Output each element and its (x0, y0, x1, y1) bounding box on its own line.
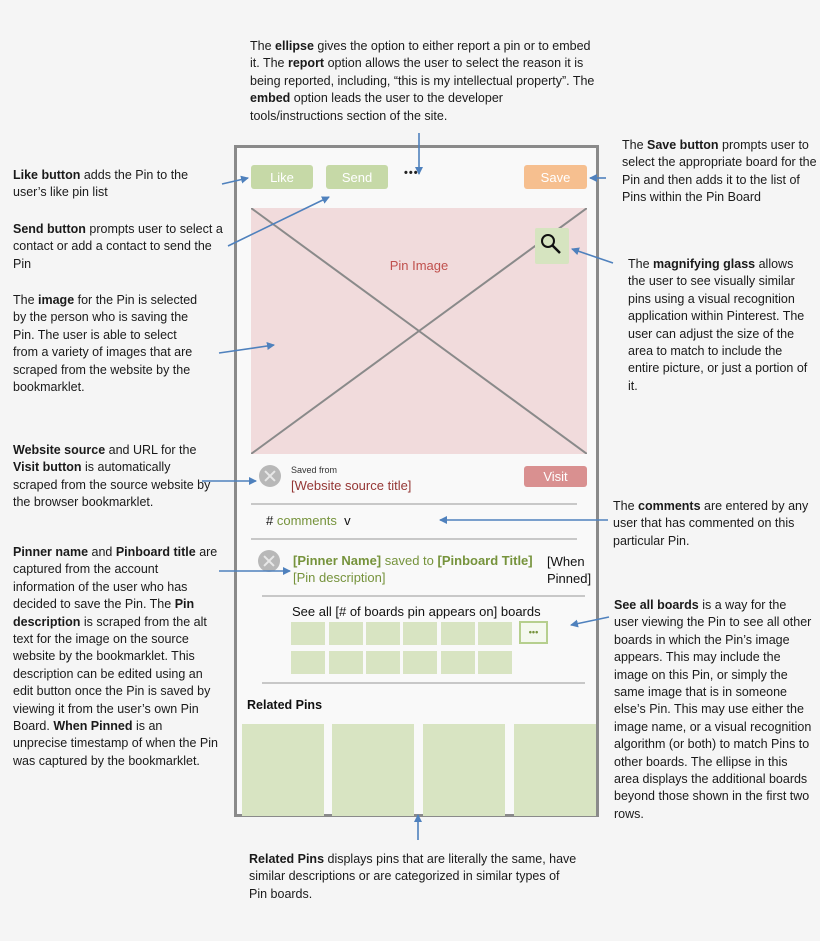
magnifying-glass-button[interactable] (535, 228, 569, 264)
send-term: Send button (13, 222, 86, 236)
comments-text: are entered by any user that has commented on this particular Pin. (613, 499, 809, 548)
related-annotation (249, 851, 579, 903)
send-button-label: Send (341, 169, 373, 185)
save-button[interactable] (524, 165, 587, 189)
save-button-label: Save (540, 169, 571, 185)
magnifier-text: allows the user to see visually similar pins using a visual recognition application within Pinterest. The user can adjust the size of the area to match to include the entire picture, or just a portion of it. (628, 257, 808, 393)
see-all-text: is a way for the user viewing the Pin to see all other boards in which the Pin’s image appears. This may include the image on this Pin, or simply the same image that is in someone else’s Pin. This may use either the image name, or a visual recognition algorithm (or both) to match Pins to other boards. The ellipse in this area displays the additional boards beyond those shown in the first two rows. (614, 598, 812, 821)
board-thumbnail[interactable] (441, 651, 475, 674)
save-annotation (622, 137, 817, 207)
divider-2 (251, 538, 577, 540)
magnifier-annotation (628, 256, 814, 395)
board-thumbnail[interactable] (403, 651, 437, 674)
saved-from-label: Saved from (291, 465, 338, 475)
when-pinned (547, 553, 591, 587)
related-pin[interactable] (423, 724, 505, 816)
divider-3 (262, 595, 585, 597)
divider-4 (262, 682, 585, 684)
related-text: displays pins that are literally the same, have similar descriptions or are categorized in similar types of Pin boards. (249, 852, 577, 901)
pinner-text-3: is scraped from the alt text for the image on the source website by the bookmarklet. This description can be edited using an edit button once the Pin is saved by viewing it from the user’s own Pin Board. (13, 614, 211, 734)
embed-term: embed (250, 91, 291, 106)
magnifier-text-0: The (628, 257, 654, 271)
pinner-term: Pinner name (13, 545, 89, 559)
image-annotation (13, 292, 203, 396)
board-thumbnail[interactable] (366, 622, 400, 645)
see-all-boards-link[interactable]: See all [# of boards pin appears on] boards (292, 604, 541, 619)
board-thumbnail[interactable] (478, 622, 512, 645)
comments-toggle[interactable] (266, 513, 351, 528)
website-source-title[interactable]: [Website source title] (291, 478, 412, 493)
when-pinned-line-1: [When (547, 554, 585, 569)
related-term: Related Pins (249, 852, 325, 866)
save-text: prompts user to select the appropriate board for the Pin and then adds it to the list of Pins within the Pin Board (622, 138, 817, 205)
pin-description-term: Pin description (13, 597, 195, 629)
image-text-0: The (13, 293, 39, 307)
board-thumbnail[interactable] (329, 622, 363, 645)
see-all-annotation (614, 597, 814, 823)
ellipse-text-3: option leads the user to the developer tools/instructions section of the site. (250, 91, 503, 123)
ellipsis-menu-icon[interactable]: ••• (404, 167, 419, 179)
see-all-term: See all boards (614, 598, 699, 612)
board-thumbnail[interactable] (291, 651, 325, 674)
website-text-1: and URL for the (105, 443, 197, 457)
save-text-0: The (622, 138, 648, 152)
when-pinned-line-2: Pinned] (547, 571, 592, 586)
chevron-down-icon: v (344, 513, 351, 528)
website-term: Website source (13, 443, 106, 457)
visit-button[interactable] (524, 466, 587, 487)
related-pin[interactable] (332, 724, 414, 816)
save-term: Save button (647, 138, 719, 152)
comments-label: comments (276, 513, 337, 528)
related-pin[interactable] (514, 724, 596, 816)
pinboard-term: Pinboard title (115, 545, 196, 559)
like-text: adds the Pin to the user’s like pin list (13, 168, 189, 200)
like-button-label: Like (270, 169, 294, 185)
ellipse-annotation-prefix: The (250, 39, 276, 53)
more-boards-ellipsis-icon: ••• (528, 627, 539, 637)
visit-term: Visit button (13, 460, 82, 475)
ellipse-text-2: option allows the user to select the reason it is being reported, including, “this is my intellectual property”. The (250, 56, 595, 88)
saved-to-text: saved to (381, 553, 438, 568)
pinner-line (293, 553, 533, 568)
board-thumbnail[interactable] (403, 622, 437, 645)
pinner-avatar (258, 550, 280, 572)
board-thumbnail[interactable] (478, 651, 512, 674)
pin-description: [Pin description] (293, 570, 386, 585)
magnifying-glass-icon (535, 228, 569, 264)
magnifier-term: magnifying glass (653, 257, 756, 271)
pinner-name[interactable]: [Pinner Name] (293, 553, 382, 568)
board-thumbnail[interactable] (441, 622, 475, 645)
board-thumbnail[interactable] (329, 651, 363, 674)
image-text: for the Pin is selected by the person who is saving the Pin. The user is able to select from a variety of images that are scraped from the website by the bookmarklet. (13, 293, 198, 395)
pinboard-title[interactable]: [Pinboard Title] (437, 553, 533, 568)
pinner-text-1: and (88, 545, 116, 559)
like-button[interactable] (251, 165, 313, 189)
pinner-text-4: is an unprecise timestamp of when the Pin was captured by the bookmarklet. (13, 719, 218, 768)
send-text: prompts user to select a contact or add a contact to send the Pin (13, 222, 223, 271)
like-annotation (13, 167, 213, 202)
website-text-2: is automatically scraped from the source website by the browser bookmarklet. (13, 460, 211, 510)
ellipse-term: ellipse (275, 39, 314, 53)
comments-text-0: The (613, 499, 639, 513)
ellipse-text-1: gives the option to either report a pin or to embed it. The (250, 39, 591, 71)
like-term: Like button (13, 168, 81, 182)
board-thumbnail[interactable] (366, 651, 400, 674)
pin-image-label: Pin Image (389, 258, 449, 273)
when-pinned-term: When Pinned (53, 719, 133, 734)
comments-hash: # (266, 513, 274, 528)
more-boards-button[interactable] (519, 621, 548, 644)
related-pins-heading: Related Pins (247, 698, 323, 712)
pinner-text-2: are captured from the account information of the user who has decided to save the Pin. The (13, 545, 218, 612)
source-favicon-icon (259, 465, 281, 487)
send-annotation (13, 221, 223, 273)
visit-button-label: Visit (543, 469, 568, 484)
website-annotation (13, 442, 213, 512)
comments-term: comments (638, 499, 701, 513)
divider-1 (251, 503, 577, 505)
board-thumbnail[interactable] (291, 622, 325, 645)
image-term: image (38, 293, 75, 307)
send-button[interactable] (326, 165, 388, 189)
comments-annotation (613, 498, 813, 550)
pinner-annotation (13, 544, 219, 770)
related-pin[interactable] (242, 724, 324, 816)
ellipse-annotation (250, 38, 595, 125)
report-term: report (287, 56, 325, 71)
